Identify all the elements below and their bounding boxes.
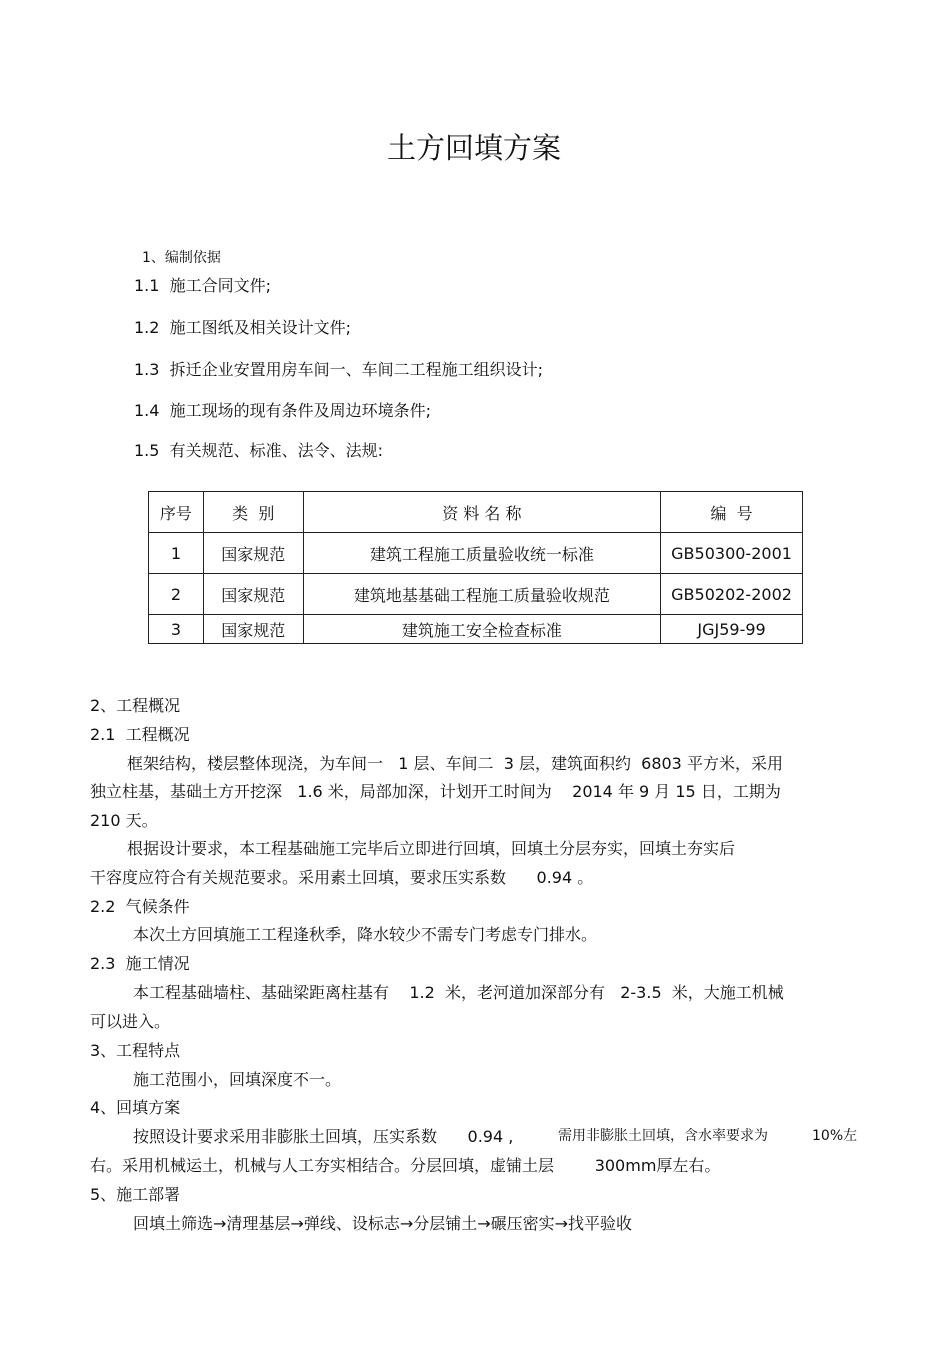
header-index: 序号 — [149, 492, 204, 533]
table-header-row — [149, 492, 803, 533]
backfill-line-1b: 需用非膨胀土回填，含水率要求为 — [558, 1128, 768, 1144]
overview-para-1-line-2: 独立柱基，基础土方开挖深 1.6 米，局部加深，计划开工时间为 2014 年 9 月 15 日，工期为 — [90, 782, 781, 801]
backfill-line-2: 右。采用机械运土，机械与人工夯实相结合。分层回填，虚铺土层 300mm厚左右。 — [90, 1156, 721, 1175]
cell-category: 国家规范 — [203, 533, 303, 574]
section-4-heading: 4、回填方案 — [90, 1098, 181, 1117]
table-row — [149, 574, 803, 615]
basis-item-3: 1.3 拆迁企业安置用房车间一、车间二工程施工组织设计; — [134, 360, 544, 379]
header-document-name: 资 料 名 称 — [303, 492, 660, 533]
section-1-heading: 1、编制依据 — [142, 250, 221, 266]
section-2-1-heading: 2.1 工程概况 — [90, 725, 190, 744]
cell-category: 国家规范 — [203, 574, 303, 615]
features-paragraph: 施工范围小，回填深度不一。 — [133, 1070, 342, 1089]
header-code: 编 号 — [661, 492, 803, 533]
table-row — [149, 533, 803, 574]
section-3-heading: 3、工程特点 — [90, 1041, 181, 1060]
cell-index: 1 — [149, 533, 204, 574]
section-2-heading: 2、工程概况 — [90, 696, 181, 715]
cell-category: 国家规范 — [203, 615, 303, 644]
section-2-3-heading: 2.3 施工情况 — [90, 954, 190, 973]
overview-para-2-line-1: 根据设计要求，本工程基础施工完毕后立即进行回填，回填土分层夯实，回填土夯实后 — [127, 839, 736, 858]
climate-paragraph: 本次土方回填施工工程逢秋季，降水较少不需专门考虑专门排水。 — [133, 925, 598, 944]
cell-index: 2 — [149, 574, 204, 615]
cell-code: GB50202-2002 — [661, 574, 803, 615]
cell-document-name: 建筑地基基础工程施工质量验收规范 — [303, 574, 660, 615]
table-row — [149, 615, 803, 644]
cell-index: 3 — [149, 615, 204, 644]
basis-item-4: 1.4 施工现场的现有条件及周边环境条件; — [134, 401, 432, 420]
cell-document-name: 建筑工程施工质量验收统一标准 — [303, 533, 660, 574]
overview-para-1-line-1: 框架结构，楼层整体现浇，为车间一 1 层、车间二 3 层，建筑面积约 6803 平方米，采用 — [127, 754, 783, 773]
header-category: 类 别 — [203, 492, 303, 533]
deployment-flow: 回填土筛选→清理基层→弹线、设标志→分层铺土→碾压密实→找平验收 — [133, 1214, 633, 1233]
basis-item-1: 1.1 施工合同文件; — [134, 276, 272, 295]
cell-code: JGJ59-99 — [661, 615, 803, 644]
backfill-line-1c: 10%左 — [812, 1128, 858, 1144]
overview-para-1-line-3: 210 天。 — [90, 811, 158, 830]
site-condition-line-2: 可以进入。 — [90, 1012, 171, 1031]
site-condition-line-1: 本工程基础墙柱、基础梁距离柱基有 1.2 米，老河道加深部分有 2-3.5 米，大施工机械 — [133, 983, 784, 1002]
cell-code: GB50300-2001 — [661, 533, 803, 574]
section-5-heading: 5、施工部署 — [90, 1185, 181, 1204]
basis-item-5: 1.5 有关规范、标准、法令、法规: — [134, 441, 384, 460]
standards-table — [148, 491, 803, 644]
cell-document-name: 建筑施工安全检查标准 — [303, 615, 660, 644]
section-2-2-heading: 2.2 气候条件 — [90, 897, 190, 916]
overview-para-2-line-2: 干容度应符合有关规范要求。采用素土回填，要求压实系数 0.94 。 — [90, 868, 594, 887]
basis-item-2: 1.2 施工图纸及相关设计文件; — [134, 318, 352, 337]
page-title: 土方回填方案 — [387, 131, 562, 165]
backfill-line-1a: 按照设计要求采用非膨胀土回填，压实系数 0.94 , — [133, 1127, 514, 1146]
